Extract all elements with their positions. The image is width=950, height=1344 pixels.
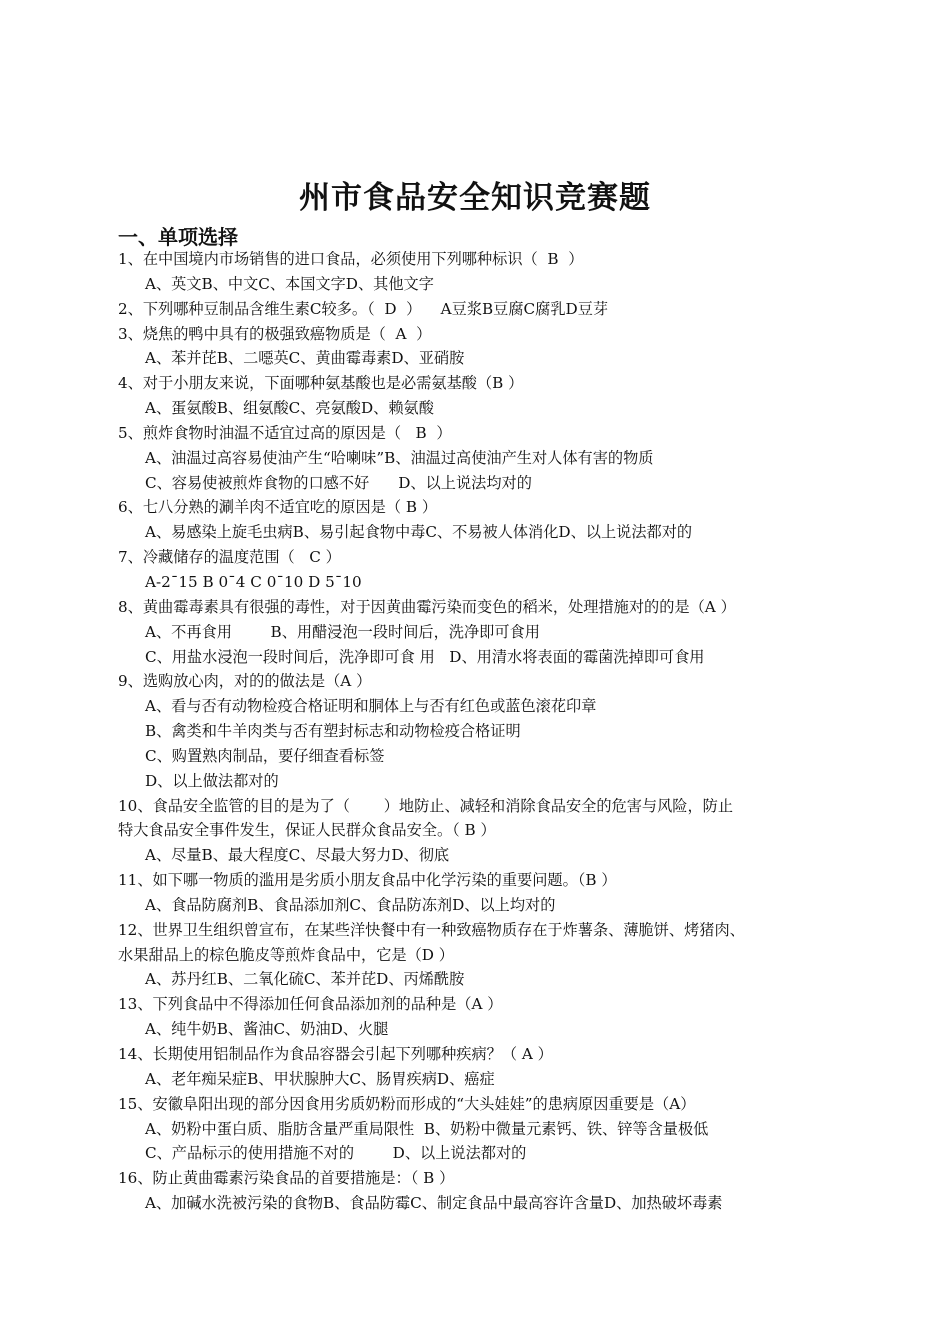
question-line: 4、对于小朋友来说，下面哪种氨基酸也是必需氨基酸（B ） (118, 374, 524, 393)
section-heading: 一、单项选择 (118, 225, 238, 249)
answer-options-line: A、油温过高容易使油产生“哈喇味”B、油温过高使油产生对人体有害的物质 (145, 448, 654, 467)
question-line: 14、长期使用铝制品作为食品容器会引起下列哪种疾病？（ A ） (118, 1045, 553, 1063)
question-line: 2、下列哪种豆制品含维生素C较多。（ D ） A豆浆B豆腐C腐乳D豆芽 (118, 299, 609, 318)
question-line: 6、七八分熟的涮羊肉不适宜吃的原因是（ B ） (118, 498, 438, 517)
question-line: 12、世界卫生组织曾宣布，在某些洋快餐中有一种致癌物质存在于炸薯条、薄脆饼、烤猪肉、 (118, 920, 745, 939)
answer-options-line: A-2¯15 B 0¯4 C 0¯10 D 5¯10 (145, 572, 362, 591)
question-line: 15、安徽阜阳出现的部分因食用劣质奶粉而形成的“大头娃娃”的患病原因重要是（A） (118, 1094, 696, 1113)
question-line: 3、烧焦的鸭中具有的极强致癌物质是（ A ） (118, 324, 432, 343)
answer-options-line: A、纯牛奶B、酱油C、奶油D、火腿 (145, 1020, 389, 1039)
question-list (118, 247, 848, 1216)
answer-options-line: C、容易使被煎炸食物的口感不好 D、以上说法均对的 (145, 473, 532, 492)
answer-options-line: C、用盐水浸泡一段时间后，洗净即可食 用 D、用清水将表面的霉菌洗掉即可食用 (145, 647, 705, 666)
answer-options-line: A、尽量B、最大程度C、尽最大努力D、彻底 (145, 846, 450, 865)
answer-options-line: A、老年痴呆症B、甲状腺肿大C、肠胃疾病D、癌症 (145, 1069, 495, 1088)
document-title: 州市食品安全知识竞赛题 (299, 180, 651, 216)
answer-options-line: A、英文B、中文C、本国文字D、其他文字 (145, 274, 434, 293)
question-line: 1、在中国境内市场销售的进口食品，必须使用下列哪种标识（ B ） (118, 250, 584, 268)
question-line: 11、如下哪一物质的滥用是劣质小朋友食品中化学污染的重要问题。（B ） (118, 871, 617, 890)
answer-options-line: C、购置熟肉制品，要仔细查看标签 (145, 746, 385, 765)
question-line: 水果甜品上的棕色脆皮等煎炸食品中，它是（D ） (118, 945, 454, 964)
answer-options-line: A、加碱水洗被污染的食物B、食品防霉C、制定食品中最高容许含量D、加热破坏毒素 (145, 1194, 723, 1213)
answer-options-line: A、不再食用 B、用醋浸泡一段时间后，洗净即可食用 (145, 622, 540, 641)
answer-options-line: B、禽类和牛羊肉类与否有塑封标志和动物检疫合格证明 (145, 722, 521, 741)
answer-options-line: A、看与否有动物检疫合格证明和胴体上与否有红色或蓝色滚花印章 (145, 697, 597, 716)
answer-options-line: A、苯并芘B、二噁英C、黄曲霉毒素D、亚硝胺 (145, 349, 465, 368)
question-line: 9、选购放心肉，对的的做法是（A ） (118, 672, 372, 691)
answer-options-line: A、苏丹红B、二氧化硫C、苯并芘D、丙烯酰胺 (145, 970, 465, 989)
answer-options-line: A、食品防腐剂B、食品添加剂C、食品防冻剂D、以上均对的 (145, 895, 556, 914)
answer-options-line: A、蛋氨酸B、组氨酸C、亮氨酸D、赖氨酸 (145, 399, 434, 418)
answer-options-line: A、奶粉中蛋白质、脂肪含量严重局限性 B、奶粉中微量元素钙、铁、锌等含量极低 (145, 1119, 709, 1138)
question-line: 8、黄曲霉毒素具有很强的毒性，对于因黄曲霉污染而变色的稻米，处理措施对的的是（A ） (118, 597, 736, 616)
answer-options-line: A、易感染上旋毛虫病B、易引起食物中毒C、不易被人体消化D、以上说法都对的 (145, 523, 693, 542)
question-line: 特大食品安全事件发生，保证人民群众食品安全。（ B ） (118, 821, 496, 840)
question-line: 10、食品安全监管的目的是为了（ ）地防止、减轻和消除食品安全的危害与风险，防止 (118, 796, 734, 815)
question-line: 13、下列食品中不得添加任何食品添加剂的品种是（A ） (118, 995, 503, 1014)
answer-options-line: C、产品标示的使用措施不对的 D、以上说法都对的 (145, 1144, 527, 1163)
question-line: 7、冷藏储存的温度范围（ C ） (118, 548, 341, 567)
question-line: 5、煎炸食物时油温不适宜过高的原因是（ B ） (118, 423, 452, 442)
question-line: 16、防止黄曲霉素污染食品的首要措施是：（ B ） (118, 1169, 455, 1188)
answer-options-line: D、以上做法都对的 (145, 771, 279, 790)
